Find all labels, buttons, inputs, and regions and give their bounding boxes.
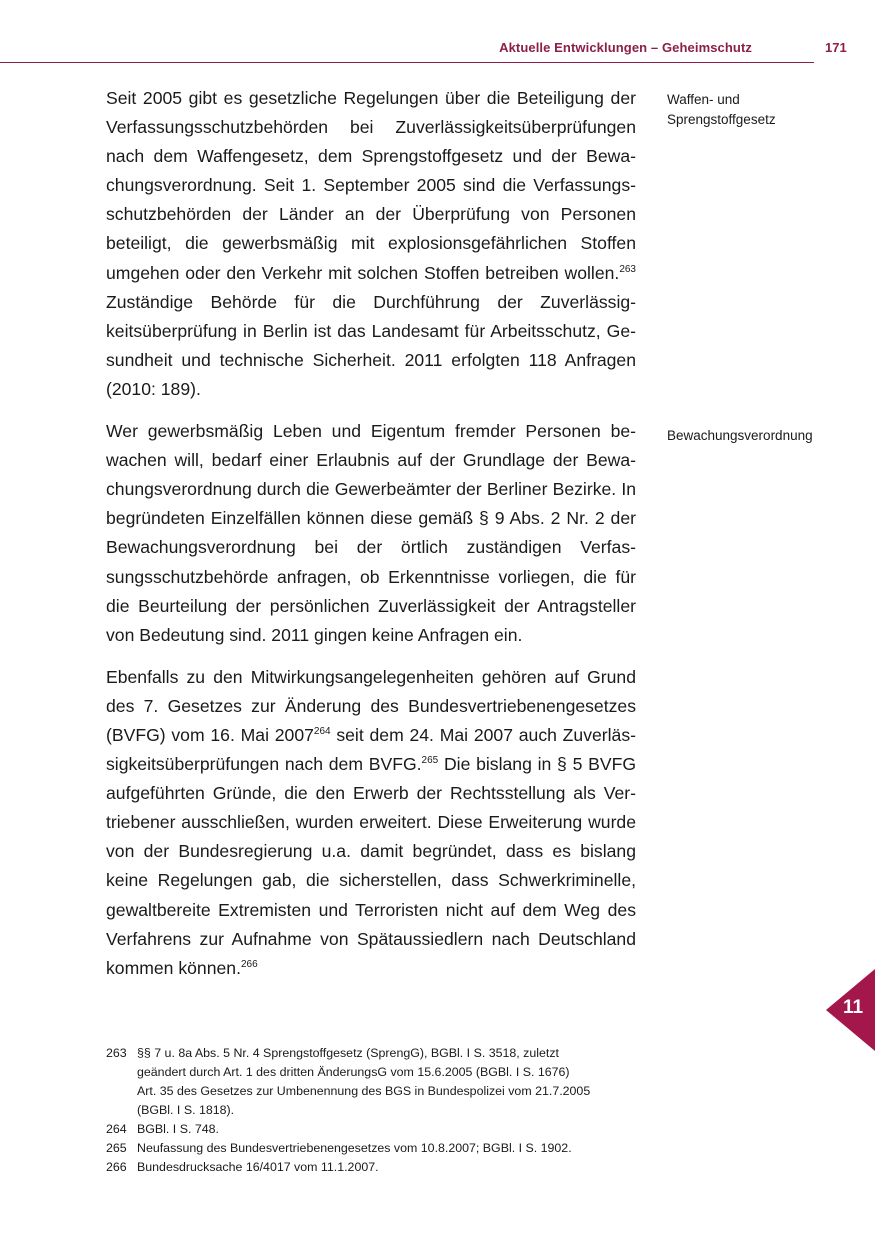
margin-note-guarding: Bewachungsverordnung bbox=[667, 428, 813, 443]
chapter-number: 11 bbox=[843, 997, 864, 1018]
footnote-number: 265 bbox=[106, 1141, 127, 1155]
page-number: 171 bbox=[825, 40, 847, 55]
paragraph-text: seit dem 24. Mai 2007 auch Zuverlässigkeitsüberprüfungen nach dem BVFG. bbox=[106, 724, 636, 775]
footnote-line: BGBl. I S. 748. bbox=[137, 1122, 219, 1136]
footnote-line: Neufassung des Bundesvertriebenengesetzes vom 10.8.2007; BGBl. I S. 1902. bbox=[137, 1141, 572, 1155]
footnote-number: 263 bbox=[106, 1046, 127, 1060]
footnote-ref-265[interactable]: 265 bbox=[421, 755, 439, 767]
footnote-ref-263[interactable]: 263 bbox=[619, 263, 636, 275]
margin-note-line: Sprengstoffgesetz bbox=[667, 112, 776, 127]
main-text bbox=[106, 84, 636, 996]
footnote-266 bbox=[106, 1158, 666, 1177]
margin-note-line: Waffen- und bbox=[667, 92, 740, 107]
running-header bbox=[0, 38, 814, 63]
paragraph-text: Seit 2005 gibt es gesetzliche Regelungen über die Beteiligung der Verfassungsschutzbehörden bei Zuverlässigkeitsüberprüfungen nach dem Waffengesetz, dem Sprengstoffgesetz und der Bewachungsverordnung. Seit 1. September 2005 sind die Verfassungsschutzbehörden der Länder an der Überprüfung von Personen beteiligt, die gewerbsmäßig mit explosionsgefährlichen Stoffen umgehen oder den Verkehr mit solchen Stoffen betreiben wollen. bbox=[106, 88, 636, 283]
margin-note-weapons bbox=[667, 90, 847, 130]
footnote-263 bbox=[106, 1044, 666, 1120]
chapter-tab[interactable] bbox=[826, 969, 875, 1051]
footnote-line: Bundesdrucksache 16/4017 vom 11.1.2007. bbox=[137, 1160, 379, 1174]
running-title: Aktuelle Entwicklungen – Geheimschutz bbox=[499, 40, 752, 55]
footnotes bbox=[106, 1044, 666, 1177]
footnote-line: Art. 35 des Gesetzes zur Umbenennung des BGS in Bundespolizei vom 21.7.2005 bbox=[137, 1084, 591, 1098]
footnote-line: §§ 7 u. 8a Abs. 5 Nr. 4 Sprengstoffgesetz (SprengG), BGBl. I S. 3518, zuletzt bbox=[137, 1046, 559, 1060]
paragraph-guarding-ordinance: Wer gewerbsmäßig Leben und Eigentum fremder Personen bewachen will, bedarf einer Erlaubnis auf der Grundlage der Bewachungsverordnung durch die Gewerbeämter der Berliner Bezirke. In begründeten Einzelfällen können diese gemäß § 9 Abs. 2 Nr. 2 der Bewachungsverordnung bei der örtlich zuständigen Verfassungsschutzbehörde anfragen, ob Erkenntnisse vorliegen, die für die Beurteilung der persönlichen Zuverlässigkeit der Antragsteller von Bedeutung sind. 2011 gingen keine Anfragen ein. bbox=[106, 421, 636, 645]
footnote-number: 264 bbox=[106, 1122, 127, 1136]
paragraph-weapons-explosives bbox=[106, 84, 636, 404]
footnote-264 bbox=[106, 1120, 666, 1139]
paragraph-text: Die bislang in § 5 BVFG aufgeführten Gründe, die den Erwerb der Rechtsstellung als Vertriebener ausschließen, wurden erweitert. Diese Erweiterung wurde von der Bundesregierung u.a. damit begründet, dass es bislang keine Regelungen gab, die sicherstellen, dass Schwerkriminelle, gewaltbereite Extremisten und Terroristen nicht auf dem Weg des Verfahrens zur Aufnahme von Spätaussiedlern nach Deutschland kommen können. bbox=[106, 754, 637, 978]
paragraph-bvfg bbox=[106, 663, 636, 983]
footnote-ref-266[interactable]: 266 bbox=[240, 958, 258, 970]
footnote-number: 266 bbox=[106, 1160, 127, 1174]
footnote-line: (BGBl. I S. 1818). bbox=[137, 1103, 235, 1117]
footnote-line: geändert durch Art. 1 des dritten ÄnderungsG vom 15.6.2005 (BGBl. I S. 1676) bbox=[137, 1065, 570, 1079]
paragraph-text: Zuständige Behörde für die Durchführung der Zuverlässigkeitsüberprüfung in Berlin ist das Landesamt für Arbeitsschutz, Gesundheit und technische Sicherheit. 2011 erfolgten 118 Anfragen (2010: 189). bbox=[106, 291, 636, 399]
paragraph-text: Ebenfalls zu den Mitwirkungsangelegenheiten gehören auf Grund des 7. Gesetzes zur Änderung des Bundesvertriebenengesetzes (BVFG) vom 16. Mai 2007 bbox=[106, 666, 636, 745]
footnote-ref-264[interactable]: 264 bbox=[313, 725, 331, 737]
footnote-265 bbox=[106, 1139, 666, 1158]
